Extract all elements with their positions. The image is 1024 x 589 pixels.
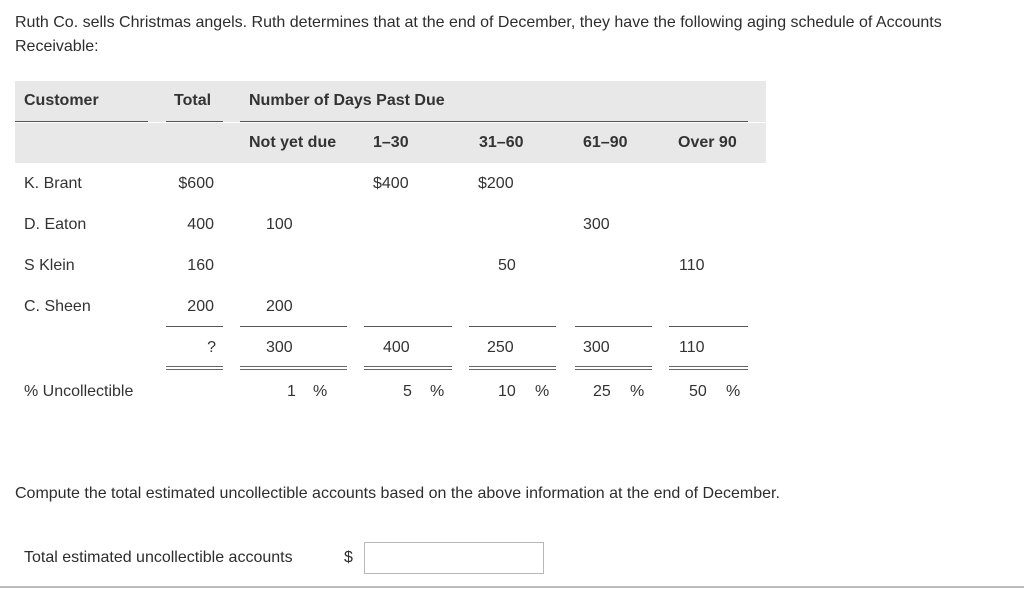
totals-61-90: 300	[583, 339, 610, 356]
total-double-rule	[166, 366, 223, 370]
row-not-yet-due: 100	[266, 216, 293, 233]
percent-sign: %	[430, 383, 445, 400]
totals-total: ?	[207, 339, 216, 356]
subtotal-rule	[469, 326, 556, 327]
row-customer: D. Eaton	[24, 216, 87, 233]
uncollectible-61-90: 25	[593, 383, 611, 400]
page-bottom-border	[0, 586, 1024, 588]
subtotal-rule	[166, 326, 223, 327]
total-double-rule	[240, 366, 347, 370]
header-31-60: 31–60	[479, 134, 524, 151]
percent-sign: %	[535, 383, 550, 400]
percent-sign: %	[726, 383, 741, 400]
header-underline-customer	[15, 121, 148, 122]
total-double-rule	[469, 366, 556, 370]
currency-symbol: $	[344, 549, 353, 566]
question-prompt: Compute the total estimated uncollectible accounts based on the above information at the end of December.	[15, 485, 780, 502]
row-31-60: $200	[478, 175, 514, 192]
uncollectible-not-yet-due: 1	[287, 383, 296, 400]
uncollectible-1-30: 5	[403, 383, 412, 400]
percent-sign: %	[630, 383, 645, 400]
totals-31-60: 250	[487, 339, 514, 356]
totals-over-90: 110	[679, 339, 705, 356]
row-not-yet-due: 200	[266, 298, 293, 315]
total-double-rule	[575, 366, 652, 370]
row-total: 200	[187, 298, 214, 315]
total-double-rule	[364, 366, 452, 370]
row-61-90: 300	[583, 216, 610, 233]
total-double-rule	[669, 366, 748, 370]
totals-not-yet-due: 300	[266, 339, 293, 356]
subtotal-rule	[575, 326, 652, 327]
row-1-30: $400	[373, 175, 409, 192]
answer-label: Total estimated uncollectible accounts	[24, 549, 293, 566]
row-total: 160	[187, 257, 214, 274]
percent-sign: %	[313, 383, 328, 400]
header-not-yet-due: Not yet due	[249, 134, 337, 151]
problem-intro: Ruth Co. sells Christmas angels. Ruth determines that at the end of December, they have the following aging schedule of Accounts Receivable:	[15, 14, 942, 55]
header-over-90: Over 90	[678, 134, 737, 151]
uncollectible-over-90: 50	[689, 383, 707, 400]
header-customer: Customer	[24, 92, 99, 109]
uncollectible-label: % Uncollectible	[24, 383, 134, 400]
subtotal-rule	[669, 326, 748, 327]
row-total: 400	[187, 216, 214, 233]
header-61-90: 61–90	[583, 134, 628, 151]
uncollectible-31-60: 10	[498, 383, 516, 400]
row-customer: K. Brant	[24, 175, 82, 192]
row-31-60: 50	[498, 257, 516, 274]
header-days-past-due: Number of Days Past Due	[249, 92, 445, 109]
row-over-90: 110	[679, 257, 705, 274]
row-total: $600	[178, 175, 214, 192]
subtotal-rule	[364, 326, 452, 327]
header-1-30: 1–30	[373, 134, 409, 151]
totals-1-30: 400	[383, 339, 410, 356]
total-uncollectible-input[interactable]	[364, 542, 544, 574]
header-underline-total	[166, 121, 223, 122]
subtotal-rule	[240, 326, 347, 327]
header-total: Total	[174, 92, 212, 109]
header-underline-group	[240, 121, 748, 122]
row-customer: S Klein	[24, 257, 75, 274]
row-customer: C. Sheen	[24, 298, 91, 315]
